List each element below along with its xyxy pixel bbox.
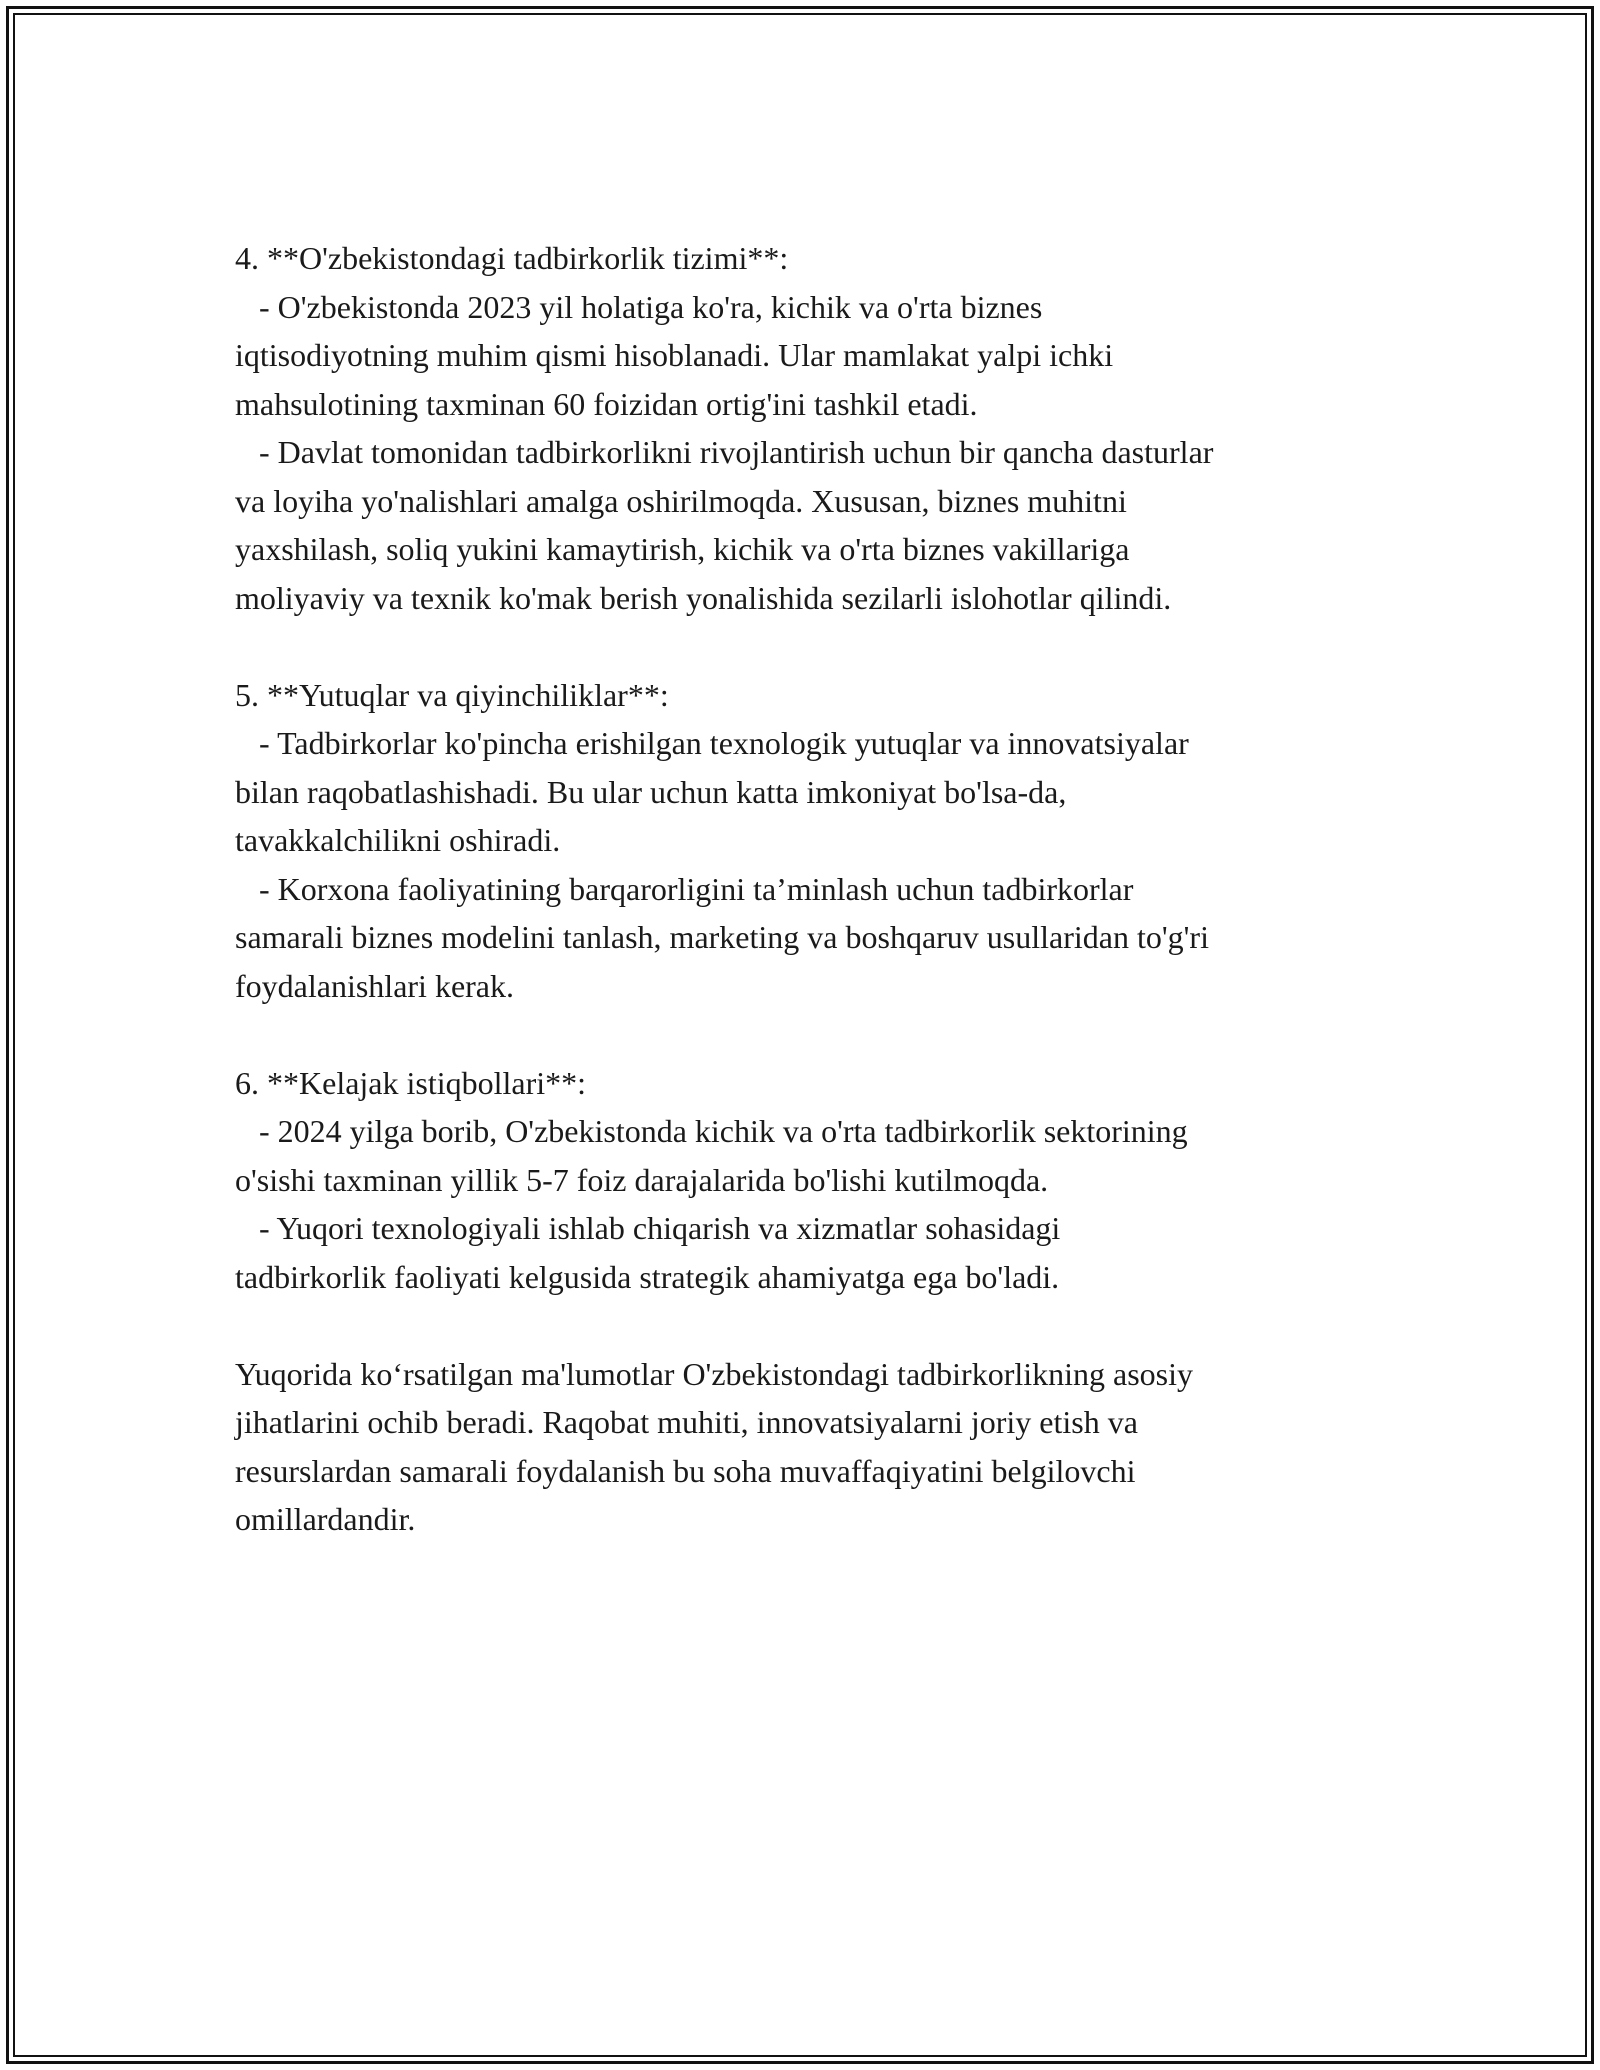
text-line: - Korxona faoliyatining barqarorligini ta’minlash uchun tadbirkorlar [235,870,1134,907]
text-line: iqtisodiyotning muhim qismi hisoblanadi. Ular mamlakat yalpi ichki [235,337,1114,373]
text-line: o'sishi taxminan yillik 5-7 foiz darajalarida bo'lishi kutilmoqda. [235,1161,1049,1198]
text-line: foydalanishlari kerak. [235,967,514,1004]
document-body [235,234,1375,1544]
text-line: va loyiha yo'nalishlari amalga oshirilmoqda. Xususan, biznes muhitni [235,482,1127,519]
section-achievements-challenges [235,671,1375,1011]
text-line: yaxshilash, soliq yukini kamaytirish, kichik va o'rta biznes vakillariga [235,531,1130,567]
section-heading: 6. **Kelajak istiqbollari**: [235,1064,587,1101]
text-line: - O'zbekistonda 2023 yil holatiga ko'ra, kichik va o'rta biznes [235,288,1043,325]
paragraph-gap [235,622,1375,671]
text-line: - Tadbirkorlar ko'pincha erishilgan texnologik yutuqlar va innovatsiyalar [235,725,1189,761]
section-uzbekistan-entrepreneurship-system [235,234,1375,622]
text-line: bilan raqobatlashishadi. Bu ular uchun katta imkoniyat bo'lsa-da, [235,773,1067,810]
text-line: Yuqorida ko‘rsatilgan ma'lumotlar O'zbekistondagi tadbirkorlikning asosiy [235,1355,1194,1392]
paragraph-gap [235,1301,1375,1350]
text-line: moliyaviy va texnik ko'mak berish yonalishida sezilarli islohotlar qilindi. [235,579,1172,616]
text-line: tavakkalchilikni oshiradi. [235,822,561,858]
paragraph-gap [235,1010,1375,1059]
text-line: omillardandir. [235,1501,416,1537]
section-heading: 5. **Yutuqlar va qiyinchiliklar**: [235,676,669,713]
text-line: - Davlat tomonidan tadbirkorlikni rivojlantirish uchun bir qancha dasturlar [235,434,1214,470]
text-line: jihatlarini ochib beradi. Raqobat muhiti, innovatsiyalarni joriy etish va [235,1404,1138,1440]
section-conclusion [235,1350,1375,1544]
text-line: resurslardan samarali foydalanish bu soha muvaffaqiyatini belgilovchi [235,1452,1136,1489]
text-line: samarali biznes modelini tanlash, marketing va boshqaruv usullaridan to'g'ri [235,919,1209,955]
text-line: tadbirkorlik faoliyati kelgusida strategik ahamiyatga ega bo'ladi. [235,1258,1060,1295]
section-heading: 4. **O'zbekistondagi tadbirkorlik tizimi**: [235,240,789,276]
text-line: - Yuqori texnologiyali ishlab chiqarish va xizmatlar sohasidagi [235,1210,1061,1246]
text-line: mahsulotining taxminan 60 foizidan ortig'ini tashkil etadi. [235,385,978,422]
text-line: - 2024 yilga borib, O'zbekistonda kichik va o'rta tadbirkorlik sektorining [235,1113,1188,1149]
section-future-prospects [235,1059,1375,1302]
